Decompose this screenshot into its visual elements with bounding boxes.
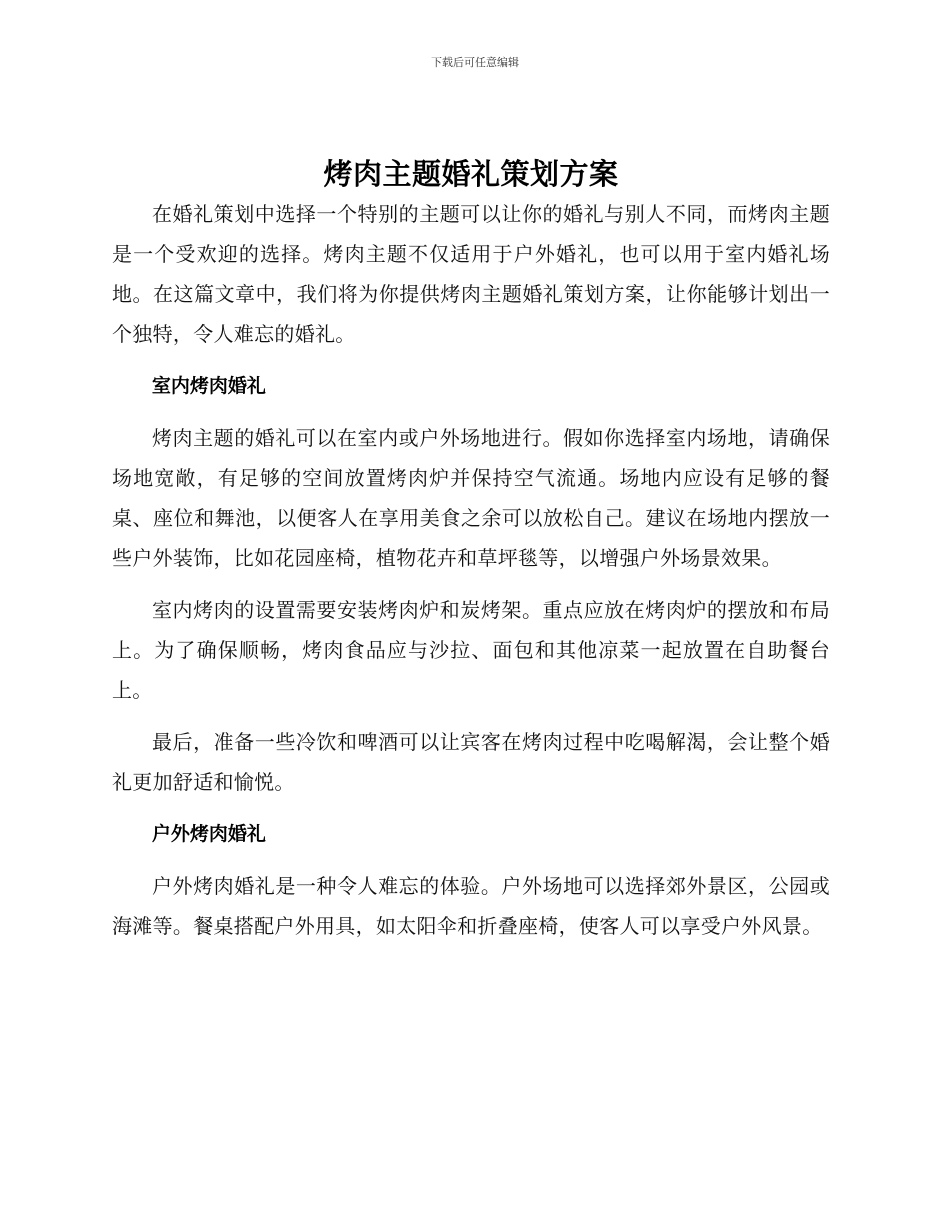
intro-paragraph: 在婚礼策划中选择一个特别的主题可以让你的婚礼与别人不同，而烤肉主题是一个受欢迎的选择。烤肉主题不仅适用于户外婚礼，也可以用于室内婚礼场地。在这篇文章中，我们将为你提供烤肉主题婚礼策划方案，让你能够计划出一个独特，令人难忘的婚礼。 [112,202,830,346]
document-body [112,150,830,958]
outdoor-paragraph-1: 户外烤肉婚礼是一种令人难忘的体验。户外场地可以选择郊外景区，公园或海滩等。餐桌搭配户外用具，如太阳伞和折叠座椅，使客人可以享受户外风景。 [112,874,830,938]
indoor-paragraph-3: 最后，准备一些冷饮和啤酒可以让宾客在烤肉过程中吃喝解渴，会让整个婚礼更加舒适和愉悦。 [112,730,830,794]
header-note: 下载后可任意编辑 [431,56,519,69]
document-title: 烤肉主题婚礼策划方案 [323,157,619,191]
indoor-paragraph-1: 烤肉主题的婚礼可以在室内或户外场地进行。假如你选择室内场地，请确保场地宽敞，有足够的空间放置烤肉炉并保持空气流通。场地内应设有足够的餐桌、座位和舞池，以便客人在享用美食之余可以放松自己。建议在场地内摆放一些户外装饰，比如花园座椅，植物花卉和草坪毯等，以增强户外场景效果。 [112,426,830,570]
section-heading-outdoor: 户外烤肉婚礼 [151,823,266,845]
indoor-paragraph-2: 室内烤肉的设置需要安装烤肉炉和炭烤架。重点应放在烤肉炉的摆放和布局上。为了确保顺畅，烤肉食品应与沙拉、面包和其他凉菜一起放置在自助餐台上。 [112,598,830,702]
section-heading-indoor: 室内烤肉婚礼 [151,375,266,397]
